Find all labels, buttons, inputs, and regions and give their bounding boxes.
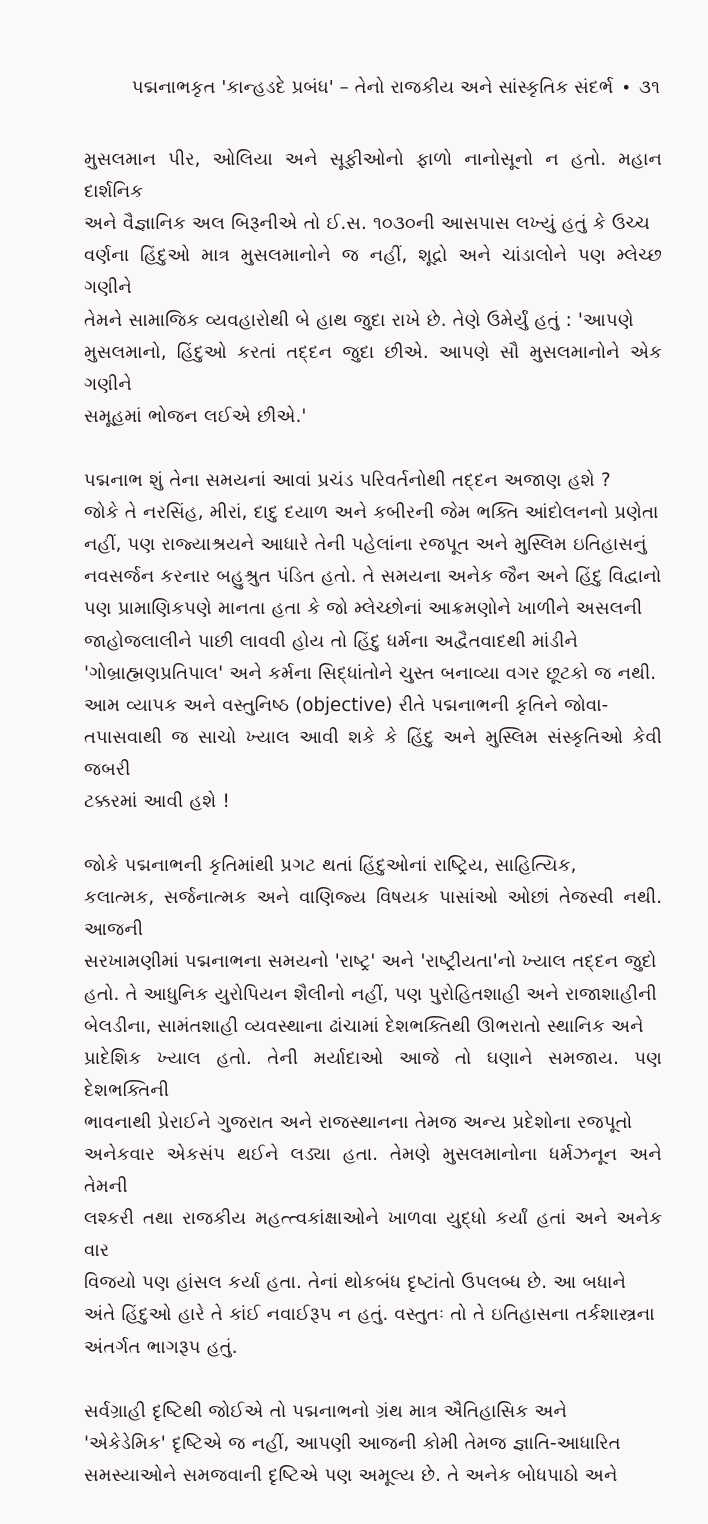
page-number: ૩૧ — [638, 77, 660, 98]
paragraph-3: જોકે પદ્મનાભની કૃતિમાંથી પ્રગટ થતાં હિંદુઓનાં રાષ્ટ્રિય, સાહિત્યિક, કલાત્મક, સર્જનાત્મક અને વાણિજ્ય વિષયક પાસાંઓ ઓછાં તેજસ્વી નથી. આજની સરખામણીમાં પદ્મનાભના સમયનો 'રાષ્ટ્ર' અને 'રાષ્ટ્રીયતા'નો ખ્યાલ તદ્દન જુદો હતો. તે આધુનિક યુરોપિયન શૈલીનો નહીં, પણ પુરોહિતશાહી અને રાજાશાહીની બેલડીના, સામંતશાહી વ્યવસ્થાના ઢાંચામાં દેશભક્તિથી ઊભરાતો સ્થાનિક અને પ્રાદેશિક ખ્યાલ હતો. તેની મર્યાદાઓ આજે તો ઘણાને સમજાય. પણ દેશભક્તિની ભાવનાથી પ્રેરાઈને ગુજરાત અને રાજસ્થાનના તેમજ અન્ય પ્રદેશોના રજપૂતો અનેકવાર એકસંપ થઈને લડ્યા હતા. તેમણે મુસલમાનોના ધર્મઝનૂન અને તેમની લશ્કરી તથા રાજકીય મહત્ત્વકાંક્ષાઓને ખાળવા યુદ્ધો કર્યાં હતાં અને અનેક વાર વિજયો પણ હાંસલ કર્યા હતા. તેનાં થોકબંધ દૃષ્ટાંતો ઉપલબ્ધ છે. આ બધાને અંતે હિંદુઓ હારે તે કાંઈ નવાઈરૂપ ન હતું. વસ્તુતઃ તો તે ઇતિહાસના તર્કશાસ્ત્રના અંતર્ગત ભાગરૂપ હતું. — [84, 855, 662, 1358]
running-header — [84, 76, 660, 100]
paragraph-4: સર્વગ્રાહી દૃષ્ટિથી જોઈએ તો પદ્મનાભનો ગ્રંથ માત્ર ઐતિહાસિક અને 'એકેડેમિક' દૃષ્ટિએ જ નહીં, આપણી આજની કોમી તેમજ જ્ઞાતિ-આધારિત સમસ્યાઓને સમજવાની દૃષ્ટિએ પણ અમૂલ્ય છે. તે અનેક બોધપાઠો અને — [84, 1400, 621, 1486]
header-bullet: • — [621, 78, 631, 97]
paragraph-2: પદ્મનાભ શું તેના સમયનાં આવાં પ્રચંડ પરિવર્તનોથી તદ્દન અજાણ હશે ? જોકે તે નરસિંહ, મીરાં, દાદુ દયાળ અને કબીરની જેમ ભક્તિ આંદોલનનો પ્રણેતા નહીં, પણ રાજ્યાશ્રયને આધારે તેની પહેલાંના રજપૂત અને મુસ્લિમ ઇતિહાસનું નવસર્જન કરનાર બહુશ્રુત પંડિત હતો. તે સમયના અનેક જૈન અને હિંદુ વિદ્વાનો પણ પ્રામાણિકપણે માનતા હતા કે જો મ્લેચ્છોનાં આક્રમણોને ખાળીને અસલની જાહોજલાલીને પાછી લાવવી હોય તો હિંદુ ધર્મના અદ્વૈતવાદથી માંડીને 'ગોબ્રાહ્મણપ્રતિપાલ' અને કર્મના સિદ્ધાંતોને ચુસ્ત બનાવ્યા વગર છૂટકો જ નથી. આમ વ્યાપક અને વસ્તુનિષ્ઠ (objective) રીતે પદ્મનાભની કૃતિને જોવા- તપાસવાથી જ સાચો ખ્યાલ આવી શકે કે હિંદુ અને મુસ્લિમ સંસ્કૃતિઓ કેવી જબરી ટક્કરમાં આવી હશે ! — [84, 470, 662, 812]
running-title: પદ્મનાભકૃત 'કાન્હડદે પ્રબંધ' – તેનો રાજકીય અને સાંસ્કૃતિક સંદર્ભ — [131, 77, 614, 98]
paragraph-1: મુસલમાન પીર, ઓલિયા અને સૂફીઓનો ફાળો નાનોસૂનો ન હતો. મહાન દાર્શનિક અને વૈજ્ઞાનિક અલ બિરૂનીએ તો ઈ.સ. ૧૦૩૦ની આસપાસ લખ્યું હતું કે ઉચ્ચ વર્ણના હિંદુઓ માત્ર મુસલમાનોને જ નહીં, શૂદ્રો અને ચાંડાલોને પણ મ્લેચ્છ ગણીને તેમને સામાજિક વ્યવહારોથી બે હાથ જુદા રાખે છે. તેણે ઉમેર્યું હતું : 'આપણે મુસલમાનો, હિંદુઓ કરતાં તદ્દન જુદા છીએ. આપણે સૌ મુસલમાનોને એક ગણીને સમૂહમાં ભોજન લઈએ છીએ.' — [84, 149, 662, 427]
body-text — [84, 112, 662, 1524]
